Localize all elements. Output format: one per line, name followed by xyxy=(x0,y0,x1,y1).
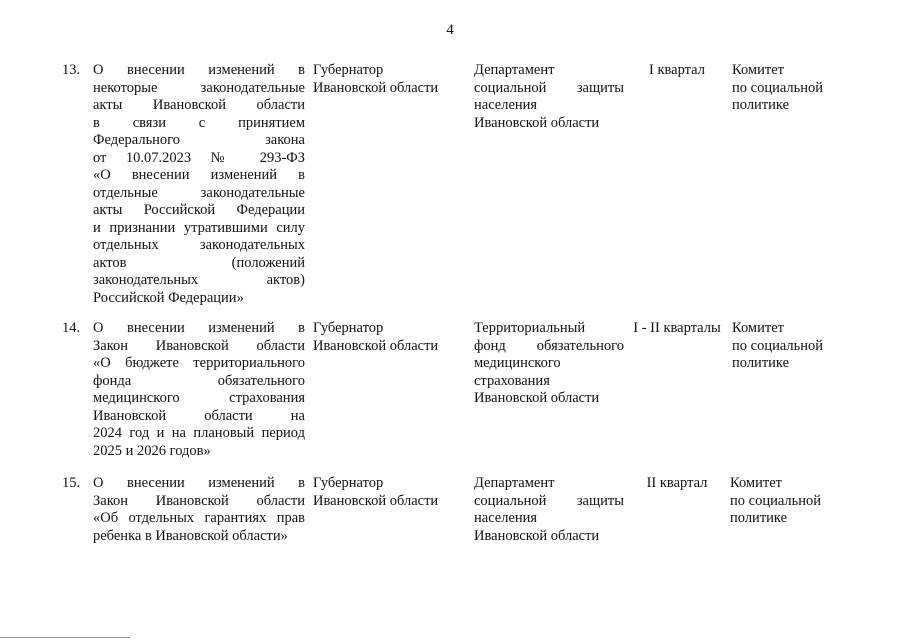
title-line: «Об отдельных гарантиях прав xyxy=(93,510,305,526)
title-line: отдельные законодательные xyxy=(93,184,305,201)
responsible-body xyxy=(474,320,624,408)
initiator-line: Губернатор xyxy=(313,475,384,491)
committee xyxy=(732,62,842,115)
title-line: Федерального закона xyxy=(93,132,305,148)
committee-line: политике xyxy=(732,97,790,113)
row-number: 15. xyxy=(62,475,81,491)
title-line: «О бюджете территориального xyxy=(93,355,305,371)
title-line: О внесении изменений в xyxy=(93,320,305,336)
title-line: Закон Ивановской области xyxy=(93,492,305,509)
responsible-line: Ивановской области xyxy=(474,114,600,131)
title-line: О внесении изменений в xyxy=(93,62,305,78)
title-line: фонда обязательного xyxy=(93,372,305,389)
period: I - II кварталы xyxy=(633,320,721,336)
title-line: акты Ивановской области xyxy=(93,97,305,113)
title-line: О внесении изменений в xyxy=(93,475,305,491)
initiator-line: Ивановской области xyxy=(313,492,439,509)
title-line: Российской Федерации» xyxy=(93,289,244,306)
page-number: 4 xyxy=(446,22,454,38)
committee-line: по социальной xyxy=(732,337,824,354)
responsible-line: населения xyxy=(474,510,538,526)
responsible-line: населения xyxy=(474,97,538,113)
bill-title xyxy=(93,320,305,460)
responsible-body xyxy=(474,62,624,132)
initiator-line: Губернатор xyxy=(313,320,384,336)
responsible-line: социальной защиты xyxy=(474,492,624,509)
initiator-line: Губернатор xyxy=(313,62,384,78)
title-line: ребенка в Ивановской области» xyxy=(93,527,288,544)
title-line: акты Российской Федерации xyxy=(93,202,305,218)
committee-line: политике xyxy=(732,355,790,371)
title-line: «О внесении изменений в xyxy=(93,167,305,183)
committee-line: Комитет xyxy=(732,320,784,336)
title-line: Закон Ивановской области xyxy=(93,337,305,354)
committee-line: Комитет xyxy=(732,62,784,78)
committee-line: по социальной xyxy=(732,79,824,96)
title-line: медицинского страхования xyxy=(93,390,305,406)
title-line: Ивановской области на xyxy=(93,407,305,424)
responsible-line: фонд обязательного xyxy=(474,337,624,354)
committee xyxy=(730,475,840,528)
period: II квартал xyxy=(646,475,708,491)
committee-line: Комитет xyxy=(730,475,782,491)
bottom-divider xyxy=(0,637,130,638)
responsible-line: социальной защиты xyxy=(474,79,624,96)
initiator xyxy=(313,320,463,355)
title-line: и признании утратившими силу xyxy=(93,219,305,236)
committee xyxy=(732,320,842,373)
responsible-line: страхования xyxy=(474,372,550,389)
title-line: 2024 год и на плановый период xyxy=(93,425,305,441)
responsible-line: Территориальный xyxy=(474,320,586,336)
responsible-line: Департамент xyxy=(474,475,555,491)
initiator xyxy=(313,62,463,97)
responsible-line: Ивановской области xyxy=(474,390,600,406)
row-number: 14. xyxy=(62,320,81,336)
title-line: 2025 и 2026 годов» xyxy=(93,442,211,459)
responsible-line: Департамент xyxy=(474,62,555,78)
committee-line: политике xyxy=(730,510,788,526)
responsible-line: Ивановской области xyxy=(474,527,600,544)
title-line: от 10.07.2023 № 293-ФЗ xyxy=(93,149,305,166)
title-line: некоторые законодательные xyxy=(93,79,305,96)
period: I квартал xyxy=(649,62,705,78)
initiator-line: Ивановской области xyxy=(313,79,439,96)
title-line: отдельных законодательных xyxy=(93,237,305,253)
initiator xyxy=(313,475,463,510)
title-line: в связи с принятием xyxy=(93,114,305,131)
responsible-body xyxy=(474,475,624,545)
initiator-line: Ивановской области xyxy=(313,337,439,354)
row-number: 13. xyxy=(62,62,81,78)
bill-title xyxy=(93,475,305,545)
title-line: законодательных актов) xyxy=(93,272,305,288)
bill-title xyxy=(93,62,305,307)
committee-line: по социальной xyxy=(730,492,822,509)
responsible-line: медицинского xyxy=(474,355,561,371)
title-line: актов (положений xyxy=(93,254,305,271)
